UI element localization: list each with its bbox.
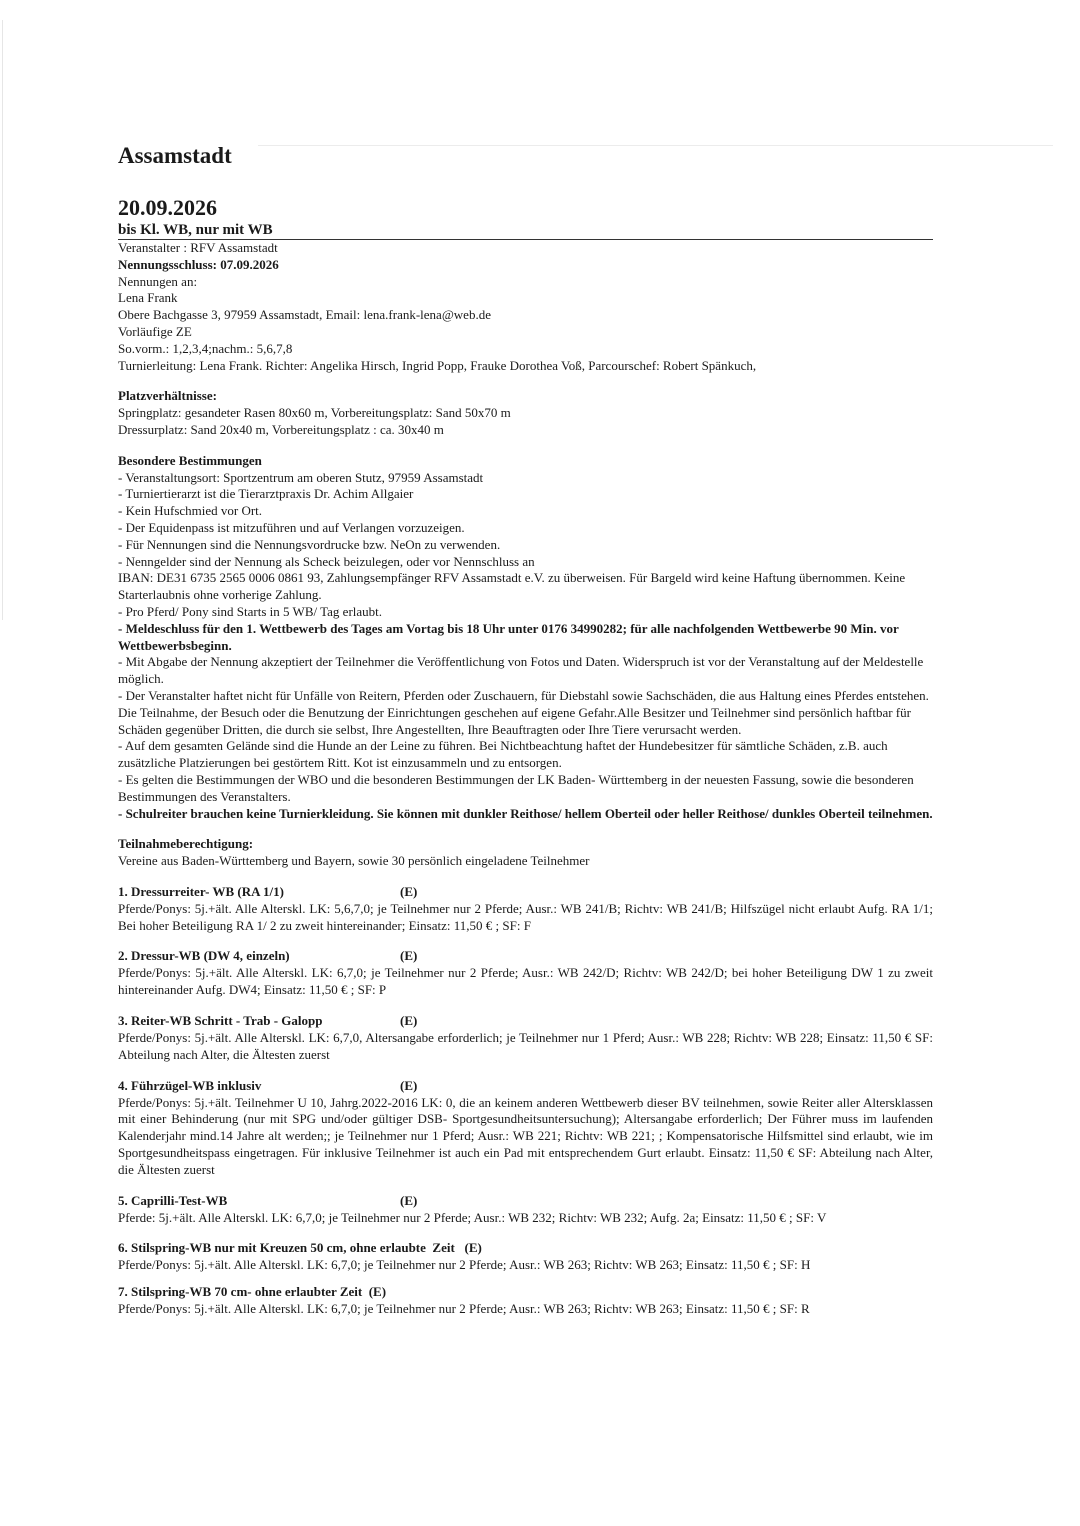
entry-deadline: Nennungsschluss: 07.09.2026: [118, 256, 279, 272]
competition-mark: (E): [400, 948, 418, 964]
rules-title: Besondere Bestimmungen: [118, 452, 262, 468]
rule-item: - Es gelten die Bestimmungen der WBO und die besonderen Bestimmungen der LK Baden- Württemberg in der neuesten Fassung, sowie die besonderen Bestimmungen des Veranstalters.: [118, 771, 914, 804]
competition-mark: (E): [400, 1013, 418, 1029]
competition-title-row: [118, 1284, 933, 1301]
rule-item: - Für Nennungen sind die Nennungsvordrucke bzw. NeOn zu verwenden.: [118, 536, 501, 552]
eligibility-title: Teilnahmeberechtigung:: [118, 836, 254, 852]
competition-title: 6. Stilspring-WB nur mit Kreuzen 50 cm, ohne erlaubte Zeit (E): [118, 1240, 482, 1256]
competition-title-row: [118, 1240, 933, 1257]
competition-text: Pferde/Ponys: 5j.+ält. Alle Alterskl. LK: 6,7,0; je Teilnehmer nur 2 Pferde; Ausr.: WB 263; Richtv: WB 263; Einsatz: 11,50 € ; SF: R: [118, 1301, 810, 1317]
place-heading: Assamstadt: [118, 143, 232, 168]
heading-faint-rule: [258, 145, 1053, 146]
rule-item: - Mit Abgabe der Nennung akzeptiert der Teilnehmer die Veröffentlichung von Fotos und Daten. Widerspruch ist vor der Veranstaltung auf der Meldestelle möglich.: [118, 654, 924, 687]
rule-item: - Der Equidenpass ist mitzuführen und auf Verlangen vorzuzeigen.: [118, 519, 465, 535]
rule-item: - Pro Pferd/ Pony sind Starts in 5 WB/ Tag erlaubt.: [118, 603, 383, 619]
competition-text: Pferde/Ponys: 5j.+ält. Alle Alterskl. LK: 5,6,7,0; je Teilnehmer nur 2 Pferde; Ausr.: WB 241/B; Richtv: WB 241/B; Hilfszügel nicht erlaubt Aufg. RA 1/1; Bei hoher Beteiligung RA 1/ 2 zu zweit hintereinander; Einsatz: 11,50 € ; SF: F: [118, 900, 933, 933]
rule-item: - Kein Hufschmied vor Ort.: [118, 503, 263, 519]
competition-text: Pferde/Ponys: 5j.+ält. Alle Alterskl. LK: 6,7,0, Altersangabe erforderlich; je Teilnehmer nur 1 Pferd; Ausr.: WB 228; Richtv: WB 228; Einsatz: 11,50 € SF: Abteilung nach Alter, die Ältesten zuerst: [118, 1030, 933, 1062]
competition-title: 1. Dressurreiter- WB (RA 1/1): [118, 883, 284, 899]
rule-item: - Auf dem gesamten Gelände sind die Hunde an der Leine zu führen. Bei Nichtbeachtung haftet der Hundebesitzer für sämtliche Schäden, z.B. auch zusätzliche Platzierungen bei gestörtem Ritt. Kot ist einzusammeln und zu entsorgen.: [118, 738, 888, 771]
competition-title-row: [118, 1013, 933, 1030]
competition-title-row: [118, 1078, 933, 1095]
competition-text: Pferde/Ponys: 5j.+ält. Alle Alterskl. LK: 6,7,0; je Teilnehmer nur 2 Pferde; Ausr.: WB 242/D; Richtv: WB 242/D; bei hoher Beteiligung DW 1 zu zweit hintereinander Aufg. DW4; Einsatz: 11,50 € ; SF: P: [118, 965, 933, 998]
competition-title-row: [118, 884, 933, 901]
competition-title-row: [118, 948, 933, 965]
venue-jumping: Springplatz: gesandeter Rasen 80x60 m, Vorbereitungsplatz: Sand 50x70 m: [118, 405, 511, 421]
venue-title: Platzverhältnisse:: [118, 388, 217, 404]
competition-title: 7. Stilspring-WB 70 cm- ohne erlaubter Zeit (E): [118, 1284, 387, 1300]
officials: Turnierleitung: Lena Frank. Richter: Angelika Hirsch, Ingrid Popp, Frauke Dorothea Voß, Parcourschef: Robert Spänkuch,: [118, 357, 757, 373]
rule-item: - Veranstaltungsort: Sportzentrum am oberen Stutz, 97959 Assamstadt: [118, 469, 484, 485]
competition-mark: (E): [400, 1192, 418, 1208]
rule-item: - Nenngelder sind der Nennung als Scheck beizulegen, oder vor Nennschluss an: [118, 553, 535, 569]
rule-item: - Der Veranstalter haftet nicht für Unfälle von Reitern, Pferden oder Zuschauern, für Diebstahl sowie Sachschäden, die aus Haltung eines Pferdes entstehen. Die Teilnahme, der Besuch oder die Benutzung der Einrichtungen geschehen auf eigene Gefahr.Alle Besitzer und Teilnehmer sind persönlich haftbar für Schäden gegenüber Dritten, die durch sie selbst, Ihre Angestellten, Ihre Beauftragten oder Ihre Tiere verursacht werden.: [118, 687, 929, 737]
class-line: bis Kl. WB, nur mit WB: [118, 222, 933, 240]
contact-name: Lena Frank: [118, 290, 178, 306]
place-heading-row: [118, 140, 933, 172]
entries-to-label: Nennungen an:: [118, 273, 198, 289]
schedule: So.vorm.: 1,2,3,4;nachm.: 5,6,7,8: [118, 340, 293, 356]
rule-item-bold: - Meldeschluss für den 1. Wettbewerb des Tages am Vortag bis 18 Uhr unter 0176 34990282; für alle nachfolgenden Wettbewerbe 90 Min. vor Wettbewerbsbeginn.: [118, 620, 899, 653]
eligibility-text: Vereine aus Baden-Württemberg und Bayern, sowie 30 persönlich eingeladene Teilnehmer: [118, 853, 590, 869]
scan-edge-line: [2, 20, 3, 620]
rule-item: - Turniertierarzt ist die Tierarztpraxis Dr. Achim Allgaier: [118, 486, 414, 502]
contact-address: Obere Bachgasse 3, 97959 Assamstadt, Email: lena.frank-lena@web.de: [118, 307, 491, 323]
competition-title: 3. Reiter-WB Schritt - Trab - Galopp: [118, 1013, 323, 1029]
competition-text: Pferde/Ponys: 5j.+ält. Alle Alterskl. LK: 6,7,0; je Teilnehmer nur 2 Pferde; Ausr.: WB 263; Richtv: WB 263; Einsatz: 11,50 € ; SF: H: [118, 1257, 811, 1273]
competition-text: Pferde/Ponys: 5j.+ält. Teilnehmer U 10, Jahrg.2022-2016 LK: 0, die an keinem anderen Wettbewerb dieser BV teilnehmen, sowie Reiter aller Altersklassen mit einer Behinderung (nur mit SPG und/oder gültiger DSB- Sportgesundheitsuntersuchung); Altersangabe erforderlich; Der Führer muss im laufenden Kalenderjahr mind.14 Jahre alt werden;; je Teilnehmer nur 1 Pferd; Ausr.: WB 221; Richtv: WB 221; ; Kompensatorische Hilfsmittel sind erlaubt, wie im Sportgesundheitspass eingetragen. Für inklusive Teilnehmer ist auch ein Pad mit entsprechendem Gurt erlaubt. Einsatz: 11,50 € SF: Abteilung nach Alter, die Ältesten zuerst: [118, 1094, 933, 1177]
document-body: [118, 140, 933, 1318]
event-date: 20.09.2026: [118, 195, 217, 220]
competition-mark: (E): [400, 883, 418, 899]
schedule-title: Vorläufige ZE: [118, 323, 192, 339]
competition-title: 2. Dressur-WB (DW 4, einzeln): [118, 948, 290, 964]
rule-item-bold: - Schulreiter brauchen keine Turnierkleidung. Sie können mit dunkler Reithose/ hellem Oberteil oder heller Reithose/ dunkles Oberteil teilnehmen.: [118, 805, 933, 821]
venue-dressage: Dressurplatz: Sand 20x40 m, Vorbereitungsplatz : ca. 30x40 m: [118, 421, 444, 437]
competition-title: 4. Führzügel-WB inklusiv: [118, 1077, 262, 1093]
competition-title-row: [118, 1193, 933, 1210]
competition-text: Pferde: 5j.+ält. Alle Alterskl. LK: 6,7,0; je Teilnehmer nur 2 Pferde; Ausr.: WB 232; Richtv: WB 232; Aufg. 2a; Einsatz: 11,50 € ; SF: V: [118, 1209, 827, 1225]
rule-item-iban: IBAN: DE31 6735 2565 0006 0861 93, Zahlungsempfänger RFV Assamstadt e.V. zu überweisen. Für Bargeld wird keine Haftung übernommen. Keine Starterlaubnis ohne vorherige Zahlung.: [118, 570, 906, 603]
competition-title: 5. Caprilli-Test-WB: [118, 1192, 228, 1208]
competition-mark: (E): [400, 1077, 418, 1093]
organizer: Veranstalter : RFV Assamstadt: [118, 240, 278, 255]
